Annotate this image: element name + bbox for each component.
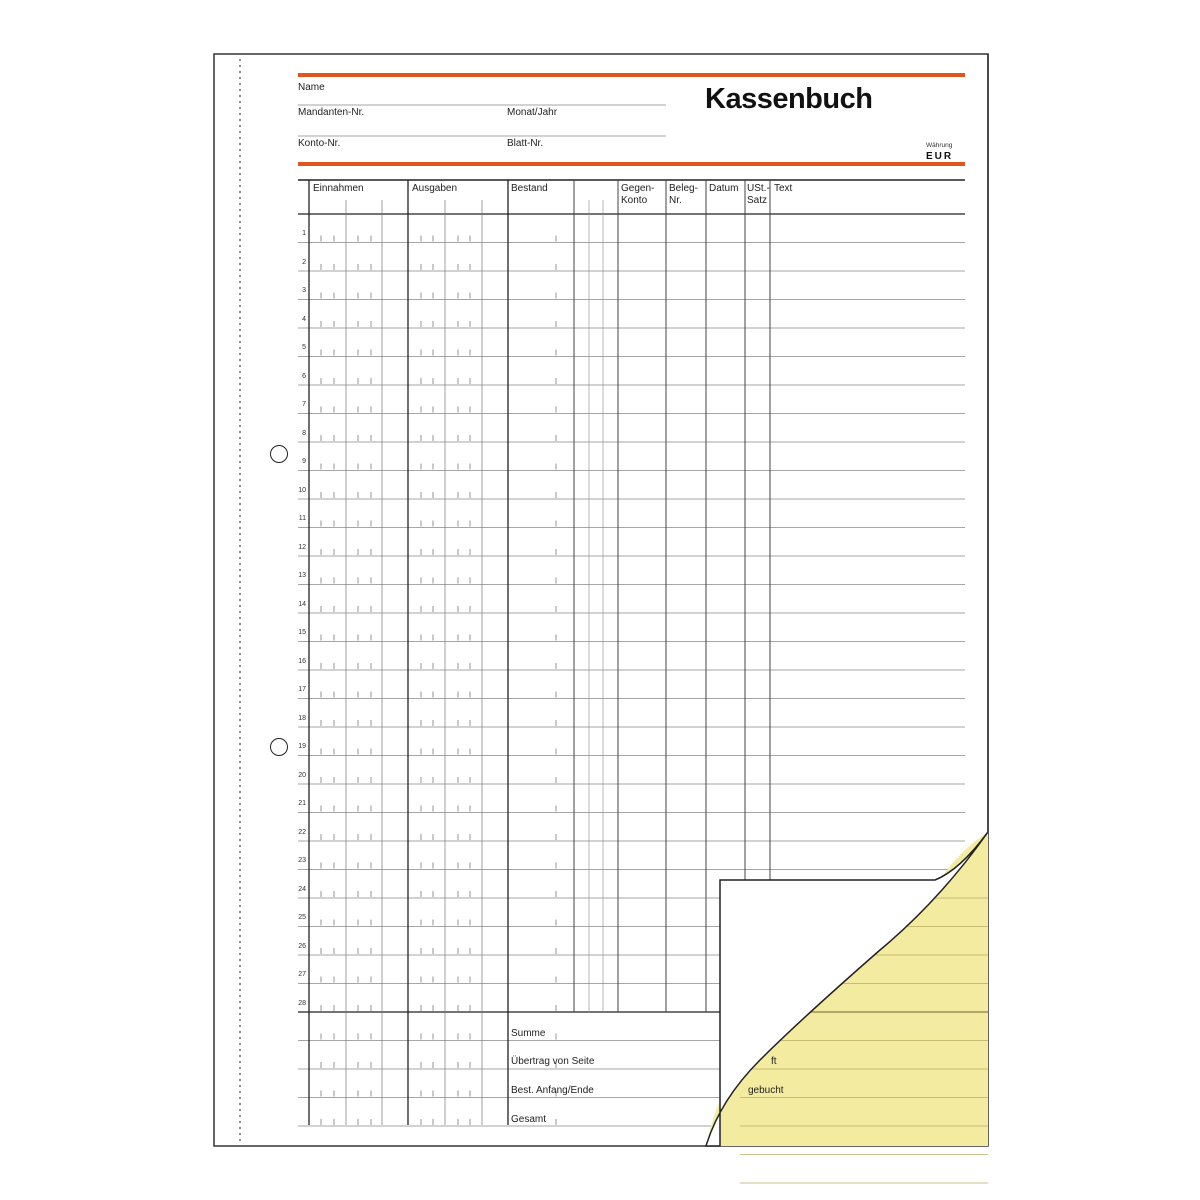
perforation-dot xyxy=(239,1115,241,1117)
perforation-dot xyxy=(239,755,241,757)
row-number: 16 xyxy=(298,657,306,665)
perforation-dot xyxy=(239,887,241,889)
col-einnahmen: Einnahmen xyxy=(313,183,364,194)
perforation-dot xyxy=(239,59,241,61)
row-number: 6 xyxy=(302,372,306,380)
binding-hole-top xyxy=(270,445,288,463)
perforation-dot xyxy=(239,461,241,463)
perforation-dot xyxy=(239,503,241,505)
perforation-dot xyxy=(239,587,241,589)
form-title: Kassenbuch xyxy=(705,83,873,115)
perforation-dot xyxy=(239,1109,241,1111)
col-ust-1: USt.- xyxy=(747,183,770,194)
row-number: 24 xyxy=(298,885,306,893)
perforation-dot xyxy=(239,227,241,229)
perforation-dot xyxy=(239,1031,241,1033)
field-mandant-label: Mandanten-Nr. xyxy=(298,107,365,118)
perforation-dot xyxy=(239,389,241,391)
footer-uebertrag: Übertrag von Seite xyxy=(511,1056,595,1067)
perforation-dot xyxy=(239,257,241,259)
perforation-dot xyxy=(239,611,241,613)
perforation-dot xyxy=(239,431,241,433)
col-bestand: Bestand xyxy=(511,183,548,194)
perforation-dot xyxy=(239,725,241,727)
perforation-dot xyxy=(239,779,241,781)
perforation-dot xyxy=(239,1025,241,1027)
row-number: 3 xyxy=(302,287,306,294)
footer-bestand: Best. Anfang/Ende xyxy=(511,1085,594,1096)
perforation-dot xyxy=(239,953,241,955)
row-number: 1 xyxy=(302,230,306,237)
binding-hole-bottom xyxy=(270,738,288,756)
perforation-dot xyxy=(239,605,241,607)
perforation-dot xyxy=(239,77,241,79)
row-number: 2 xyxy=(302,258,306,266)
perforation-dot xyxy=(239,221,241,223)
perforation-dot xyxy=(239,527,241,529)
perforation-dot xyxy=(239,761,241,763)
perforation-dot xyxy=(239,281,241,283)
perforation-dot xyxy=(239,803,241,805)
perforation-dot xyxy=(239,335,241,337)
perforation-dot xyxy=(239,1037,241,1039)
col-gegenkonto-2: Konto xyxy=(621,195,648,206)
perforation-dot xyxy=(239,161,241,163)
perforation-dot xyxy=(239,65,241,67)
perforation-dot xyxy=(239,89,241,91)
perforation-dot xyxy=(239,245,241,247)
perforation-dot xyxy=(239,1067,241,1069)
perforation-dot xyxy=(239,515,241,517)
perforation-dot xyxy=(239,191,241,193)
col-text: Text xyxy=(774,183,793,194)
perforation-dot xyxy=(239,917,241,919)
footer-gesamt: Gesamt xyxy=(511,1114,547,1125)
col-ausgaben: Ausgaben xyxy=(412,183,458,194)
perforation-dot xyxy=(239,353,241,355)
perforation-dot xyxy=(239,845,241,847)
perforation-dot xyxy=(239,713,241,715)
perforation-dot xyxy=(239,983,241,985)
perforation-dot xyxy=(239,347,241,349)
perforation-dot xyxy=(239,371,241,373)
perforation-dot xyxy=(239,215,241,217)
perforation-dot xyxy=(239,275,241,277)
perforation-dot xyxy=(239,881,241,883)
perforation-dot xyxy=(239,989,241,991)
perforation-dot xyxy=(239,1055,241,1057)
perforation-dot xyxy=(239,1013,241,1015)
row-number: 18 xyxy=(298,714,306,722)
perforation-dot xyxy=(239,653,241,655)
perforation-dot xyxy=(239,1079,241,1081)
perforation-dot xyxy=(239,623,241,625)
perforation-dot xyxy=(239,563,241,565)
perforation-dot xyxy=(239,707,241,709)
perforation-dot xyxy=(239,893,241,895)
row-number: 26 xyxy=(298,942,306,950)
perforation-dot xyxy=(239,233,241,235)
perforation-dot xyxy=(239,863,241,865)
col-beleg-2: Nr. xyxy=(669,195,682,206)
perforation-dot xyxy=(239,629,241,631)
perforation-dot xyxy=(239,677,241,679)
perforation-dot xyxy=(239,485,241,487)
perforation-dot xyxy=(239,665,241,667)
perforation-dot xyxy=(239,395,241,397)
copy-fragment-1: ft xyxy=(771,1056,777,1067)
perforation-dot xyxy=(239,341,241,343)
perforation-dot xyxy=(239,137,241,139)
row-number: 10 xyxy=(298,486,306,494)
perforation-dot xyxy=(239,239,241,241)
perforation-dot xyxy=(239,269,241,271)
row-number: 9 xyxy=(302,458,306,465)
perforation-dot xyxy=(239,95,241,97)
perforation-dot xyxy=(239,425,241,427)
perforation-dot xyxy=(239,683,241,685)
perforation-dot xyxy=(239,125,241,127)
perforation-dot xyxy=(239,857,241,859)
perforation-dot xyxy=(239,467,241,469)
perforation-dot xyxy=(239,1121,241,1123)
perforation-dot xyxy=(239,839,241,841)
perforation-dot xyxy=(239,737,241,739)
row-number: 23 xyxy=(298,857,306,864)
perforation-dot xyxy=(239,533,241,535)
perforation-dot xyxy=(239,1097,241,1099)
col-datum: Datum xyxy=(709,183,739,194)
row-number: 12 xyxy=(298,543,306,551)
perforation-dot xyxy=(239,1043,241,1045)
perforation-dot xyxy=(239,419,241,421)
perforation-dot xyxy=(239,311,241,313)
perforation-dot xyxy=(239,155,241,157)
row-number: 25 xyxy=(298,914,306,921)
perforation-dot xyxy=(239,971,241,973)
perforation-dot xyxy=(239,317,241,319)
perforation-dot xyxy=(239,773,241,775)
perforation-dot xyxy=(239,977,241,979)
perforation-dot xyxy=(239,557,241,559)
perforation-dot xyxy=(239,287,241,289)
row-number: 4 xyxy=(302,315,306,323)
perforation-dot xyxy=(239,539,241,541)
row-number: 27 xyxy=(298,971,306,978)
perforation-dot xyxy=(239,197,241,199)
currency-label: Währung xyxy=(926,142,953,149)
perforation-dot xyxy=(239,1139,241,1141)
perforation-dot xyxy=(239,575,241,577)
perforation-dot xyxy=(239,1073,241,1075)
perforation-dot xyxy=(239,209,241,211)
perforation-dot xyxy=(239,965,241,967)
perforation-dot xyxy=(239,875,241,877)
perforation-dot xyxy=(239,947,241,949)
perforation-dot xyxy=(239,473,241,475)
perforation-dot xyxy=(239,833,241,835)
perforation-dot xyxy=(239,929,241,931)
perforation-dot xyxy=(239,635,241,637)
perforation-dot xyxy=(239,1007,241,1009)
perforation-dot xyxy=(239,695,241,697)
perforation-dot xyxy=(239,449,241,451)
perforation-dot xyxy=(239,1133,241,1135)
perforation-dot xyxy=(239,329,241,331)
row-number: 22 xyxy=(298,828,306,836)
perforation-dot xyxy=(239,1127,241,1129)
perforation-dot xyxy=(239,641,241,643)
perforation-dot xyxy=(239,701,241,703)
perforation-dot xyxy=(239,743,241,745)
perforation-dot xyxy=(239,791,241,793)
perforation-dot xyxy=(239,491,241,493)
row-number: 20 xyxy=(298,771,306,779)
perforation-dot xyxy=(239,617,241,619)
row-number: 8 xyxy=(302,429,306,437)
perforation-dot xyxy=(239,1001,241,1003)
perforation-dot xyxy=(239,827,241,829)
perforation-dot xyxy=(239,767,241,769)
row-number: 13 xyxy=(298,572,306,579)
perforation-dot xyxy=(239,797,241,799)
perforation-dot xyxy=(239,1061,241,1063)
perforation-dot xyxy=(239,119,241,121)
row-number: 15 xyxy=(298,629,306,636)
perforation-dot xyxy=(239,869,241,871)
perforation-dot xyxy=(239,251,241,253)
perforation-dot xyxy=(239,647,241,649)
perforation-dot xyxy=(239,749,241,751)
perforation-dot xyxy=(239,569,241,571)
perforation-dot xyxy=(239,383,241,385)
perforation-dot xyxy=(239,365,241,367)
perforation-dot xyxy=(239,497,241,499)
perforation-dot xyxy=(239,101,241,103)
perforation-dot xyxy=(239,113,241,115)
perforation-dot xyxy=(239,941,241,943)
perforation-dot xyxy=(239,293,241,295)
perforation-dot xyxy=(239,323,241,325)
perforation-dot xyxy=(239,821,241,823)
footer-summe: Summe xyxy=(511,1028,546,1039)
perforation-dot xyxy=(239,299,241,301)
field-name-label: Name xyxy=(298,82,325,93)
perforation-dot xyxy=(239,167,241,169)
perforation-dot xyxy=(239,1019,241,1021)
perforation-dot xyxy=(239,659,241,661)
perforation-dot xyxy=(239,443,241,445)
col-gegenkonto-1: Gegen- xyxy=(621,183,655,194)
perforation-dot xyxy=(239,359,241,361)
perforation-dot xyxy=(239,851,241,853)
perforation-dot xyxy=(239,479,241,481)
perforation-dot xyxy=(239,521,241,523)
perforation-dot xyxy=(239,401,241,403)
perforation-dot xyxy=(239,305,241,307)
field-blatt-label: Blatt-Nr. xyxy=(507,138,544,149)
perforation-dot xyxy=(239,815,241,817)
perforation-dot xyxy=(239,599,241,601)
col-ust-2: Satz xyxy=(747,195,768,206)
perforation-dot xyxy=(239,935,241,937)
perforation-dot xyxy=(239,413,241,415)
perforation-dot xyxy=(239,263,241,265)
perforation-dot xyxy=(239,959,241,961)
perforation-dot xyxy=(239,1091,241,1093)
perforation-dot xyxy=(239,593,241,595)
perforation-dot xyxy=(239,107,241,109)
row-number: 19 xyxy=(298,743,306,750)
currency-value: EUR xyxy=(926,151,954,162)
field-monat-label: Monat/Jahr xyxy=(507,107,558,118)
row-number: 14 xyxy=(298,600,306,608)
perforation-dot xyxy=(239,71,241,73)
perforation-dot xyxy=(239,1049,241,1051)
perforation-dot xyxy=(239,131,241,133)
header-bar-bottom xyxy=(298,162,965,166)
header-bar-top xyxy=(298,73,965,77)
perforation-dot xyxy=(239,545,241,547)
perforation-dot xyxy=(239,1085,241,1087)
perforation-dot xyxy=(239,905,241,907)
field-konto-label: Konto-Nr. xyxy=(298,138,341,149)
perforation-dot xyxy=(239,671,241,673)
row-number: 7 xyxy=(302,401,306,408)
perforation-dot xyxy=(239,719,241,721)
row-number: 17 xyxy=(298,686,306,693)
perforation-dot xyxy=(239,437,241,439)
perforation-dot xyxy=(239,377,241,379)
perforation-dot xyxy=(239,1103,241,1105)
perforation-dot xyxy=(239,149,241,151)
row-number: 28 xyxy=(298,999,306,1007)
row-number: 5 xyxy=(302,344,306,351)
row-number: 21 xyxy=(298,800,306,807)
perforation-dot xyxy=(239,899,241,901)
copy-fragment-2: gebucht xyxy=(748,1085,784,1096)
perforation-dot xyxy=(239,731,241,733)
perforation-dot xyxy=(239,143,241,145)
perforation-dot xyxy=(239,689,241,691)
perforation-dot xyxy=(239,509,241,511)
perforation-dot xyxy=(239,83,241,85)
perforation-dot xyxy=(239,785,241,787)
perforation-dot xyxy=(239,911,241,913)
perforation-dot xyxy=(239,455,241,457)
perforation-dot xyxy=(239,995,241,997)
perforation-dot xyxy=(239,923,241,925)
perforation-dot xyxy=(239,551,241,553)
perforation-dot xyxy=(239,203,241,205)
perforation-dot xyxy=(239,173,241,175)
row-number: 11 xyxy=(298,515,306,522)
perforation-dot xyxy=(239,407,241,409)
perforation-dot xyxy=(239,185,241,187)
perforation-dot xyxy=(239,809,241,811)
perforation-dot xyxy=(239,581,241,583)
perforation-dot xyxy=(239,179,241,181)
col-beleg-1: Beleg- xyxy=(669,183,698,194)
